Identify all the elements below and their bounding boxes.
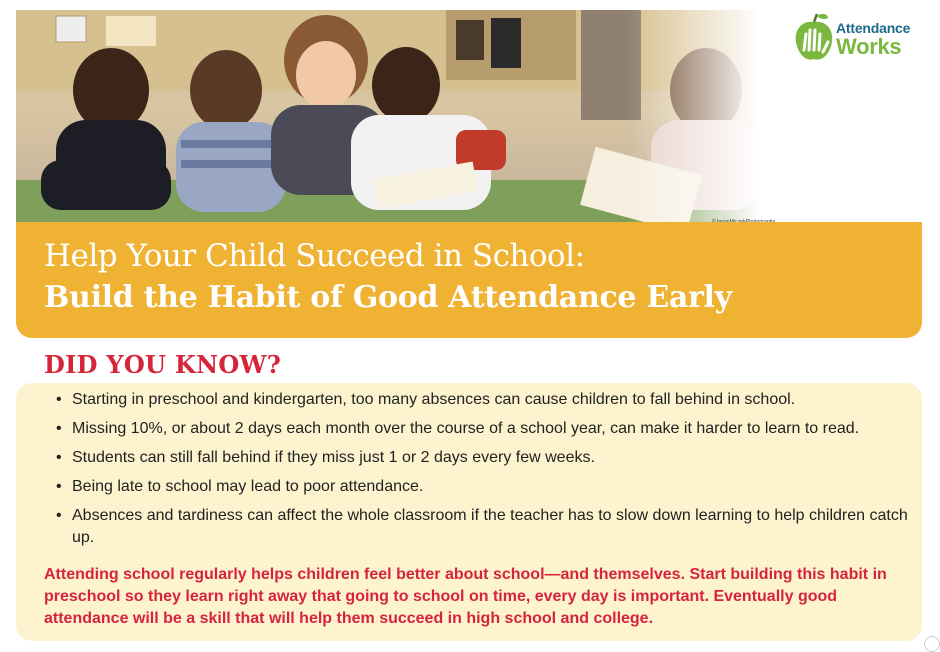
apple-hand-icon — [792, 12, 836, 64]
facts-panel — [16, 383, 922, 641]
did-you-know-heading: DID YOU KNOW? — [44, 350, 282, 379]
title-line-2: Build the Habit of Good Attendance Early — [44, 280, 732, 315]
fact-item: • Being late to school may lead to poor attendance. — [56, 476, 912, 498]
hero-photo — [16, 10, 768, 222]
fact-item: • Students can still fall behind if they miss just 1 or 2 days every few weeks. — [56, 447, 912, 469]
title-line-1: Help Your Child Succeed in School: — [44, 238, 585, 274]
photo-fade-overlay — [628, 10, 768, 222]
fact-item: • Missing 10%, or about 2 days each month over the course of a school year, can make it harder to learn to read. — [56, 418, 912, 440]
closing-statement: Attending school regularly helps children feel better about school—and themselves. Start building this habit in preschool so they learn right away that going to school on time, every day is important. Eventually good attendance will be a skill that will help them succeed in high school and college. — [44, 566, 887, 627]
facts-list — [56, 389, 912, 556]
logo-text-attendance: Attendance — [836, 20, 911, 36]
fact-item: • Absences and tardiness can affect the whole classroom if the teacher has to slow down learning to help children catch up. — [56, 505, 912, 549]
logo-text-works: Works — [836, 34, 902, 59]
title-banner — [16, 222, 922, 338]
fact-item: • Starting in preschool and kindergarten, too many absences can cause children to fall behind in school. — [56, 389, 912, 411]
page-corner-mark — [924, 636, 940, 652]
attendance-works-logo — [792, 12, 922, 64]
